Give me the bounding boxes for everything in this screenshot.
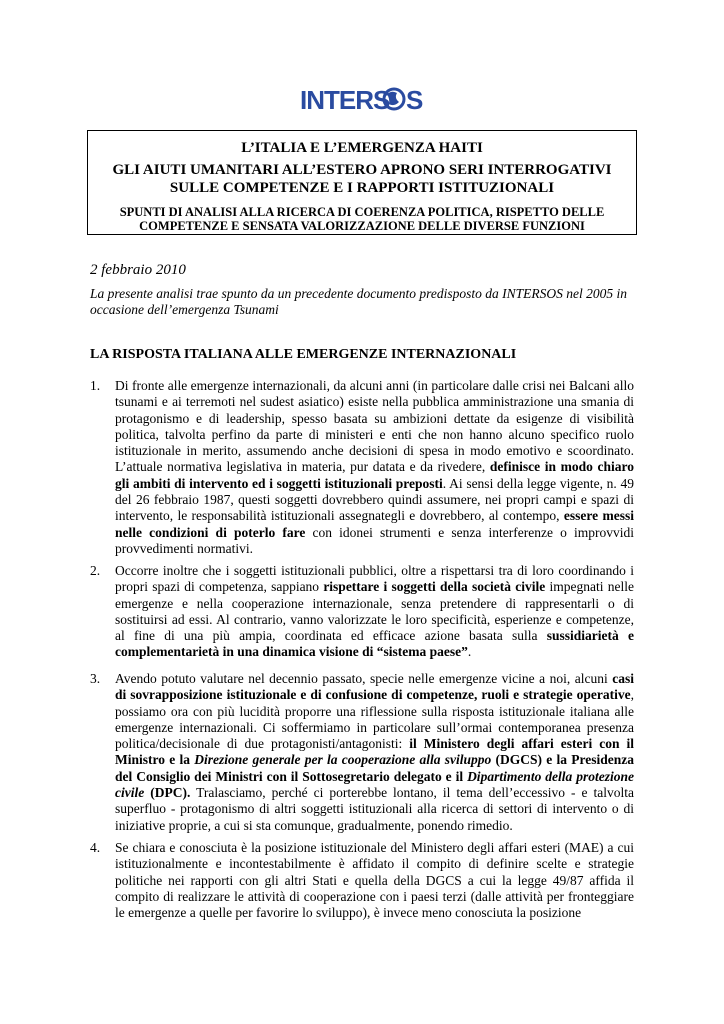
item-text: con idonei strumenti e senza interferenze o improvvidi provvedimenti normativi. bbox=[115, 524, 634, 556]
item-number: 3. bbox=[90, 671, 101, 686]
item-bold-text: casi di sovrapposizione istituzionale e di confusione di competenze, ruoli e strategie operative bbox=[115, 671, 634, 703]
item-bold-text: (DPC). bbox=[144, 785, 191, 801]
logo-text-right: S bbox=[406, 85, 424, 114]
item-text: Occorre inoltre che i soggetti istituzionali pubblici, oltre a rispettarsi tra di loro coordinando i propri spazi di competenza, sappiano bbox=[115, 563, 634, 595]
list-item bbox=[90, 563, 634, 661]
item-number: 2. bbox=[90, 563, 101, 578]
intro-note: La presente analisi trae spunto da un precedente documento predisposto da INTERSOS nel 2005 in occasione dell’emergenza Tsunami bbox=[90, 286, 627, 317]
document-subtitle-line2: SULLE COMPETENZE E I RAPPORTI ISTITUZIONALI bbox=[169, 180, 555, 196]
item-text: impegnati nelle emergenze e nella cooperazione internazionale, senza pretendere di rappresentarli o di sostituirsi ad essi. Al contrario, vanno valorizzate le loro specificità, esperienze e competenze, al fine di una più ampia, coordinata ed efficace azione basata sulla bbox=[115, 579, 634, 644]
item-bold-text: rispettare i soggetti della società civile bbox=[323, 579, 546, 595]
item-number: 1. bbox=[90, 378, 101, 393]
item-number: 4. bbox=[90, 840, 101, 855]
item-bold-italic-text: Direzione generale per la cooperazione alla sviluppo bbox=[194, 752, 492, 768]
item-text: Di fronte alle emergenze internazionali, da alcuni anni (in particolare dalle crisi nei Balcani allo tsunami e ai terremoti nel sudest asiatico) esiste nella pubblica amministrazione una smania di protagonismo e di leadership, spesso basata su ambizioni dettate da esigenze di visibilità politica, talvolta perfino da parte di ministeri e enti che non hanno alcuno specifico ruolo istituzionale in merito, assumendo anche decisioni di spesa in modo emotivo e scoordinato. L’attuale normativa legislativa in materia, pur datata e da rivedere, bbox=[115, 378, 634, 475]
item-text: Tralasciamo, perché ci porterebbe lontano, il tema dell’eccessivo - e talvolta superfluo - protagonismo di altri soggetti istituzionali alla ricerca di settori di intervento o di iniziative proprie, a cui si sta comunque, gradualmente, ponendo rimedio. bbox=[115, 785, 634, 833]
item-bold-text: il Ministero degli affari esteri con il Ministro e la bbox=[115, 736, 634, 768]
logo-text-left: INTERS bbox=[300, 85, 390, 114]
item-bold-text: sussidiarietà e complementarietà in una dinamica visione di “sistema paese” bbox=[115, 628, 634, 660]
document-subtitle-line1: GLI AIUTI UMANITARI ALL’ESTERO APRONO SERI INTERROGATIVI bbox=[112, 162, 612, 178]
document-date: 2 febbraio 2010 bbox=[90, 262, 186, 278]
item-text: Avendo potuto valutare nel decennio passato, specie nelle emergenze vicine a noi, alcuni bbox=[115, 671, 613, 686]
item-text: . bbox=[467, 644, 472, 660]
item-text: . Ai sensi della legge vigente, n. 49 del 26 febbraio 1987, questi soggetti dovrebbero quindi assumere, nei propri campi e spazi di intervento, le responsabilità istituzionali assegnategli e dovrebbero, al contempo, bbox=[115, 475, 634, 524]
item-text: Se chiara e conosciuta è la posizione istituzionale del Ministero degli affari esteri (MAE) a cui istituzionalmente e incontestabilmente è affidato il compito di definire scelte e strategie politiche nei rapporti con gli altri Stati e quella della DGCS a cui la legge 49/87 affida il compito di realizzare le attività di cooperazione con i paesi terzi (dalle attività per fronteggiare le emergenze a quelle per favorire lo sviluppo), è invece meno conosciuta la posizione bbox=[115, 840, 634, 921]
section-heading: LA RISPOSTA ITALIANA ALLE EMERGENZE INTERNAZIONALI bbox=[90, 347, 517, 362]
list-item bbox=[90, 671, 634, 834]
item-bold-italic-text: Dipartimento della protezione civile bbox=[115, 768, 634, 801]
list-item bbox=[90, 378, 634, 557]
list-item bbox=[90, 840, 634, 921]
item-bold-text: essere messi nelle condizioni di poterlo fare bbox=[115, 508, 635, 540]
document-title: L’ITALIA E L’EMERGENZA HAITI bbox=[241, 140, 483, 156]
title-box bbox=[87, 130, 637, 235]
item-bold-text: (DGCS) e la Presidenza del Consiglio dei Ministri con il Sottosegretario delegato e il bbox=[115, 752, 634, 784]
document-topics: SPUNTI DI ANALISI ALLA RICERCA DI COERENZA POLITICA, RISPETTO DELLE COMPETENZE E SENSATA VALORIZZAZIONE DELLE DIVERSE FUNZIONI bbox=[119, 205, 605, 233]
intersos-logo bbox=[300, 84, 424, 114]
item-text: , possiamo ora con più lucidità proporre una riflessione sulla risposta istituzionale italiana alle emergenze internazionali. Ci soffermiamo in particolare sull’ormai contemporanea presenza politica/decisionale di due protagonisti/antagonisti: bbox=[115, 687, 634, 752]
item-bold-text: definisce in modo chiaro gli ambiti di intervento ed i soggetti istituzionali preposti bbox=[115, 459, 634, 491]
